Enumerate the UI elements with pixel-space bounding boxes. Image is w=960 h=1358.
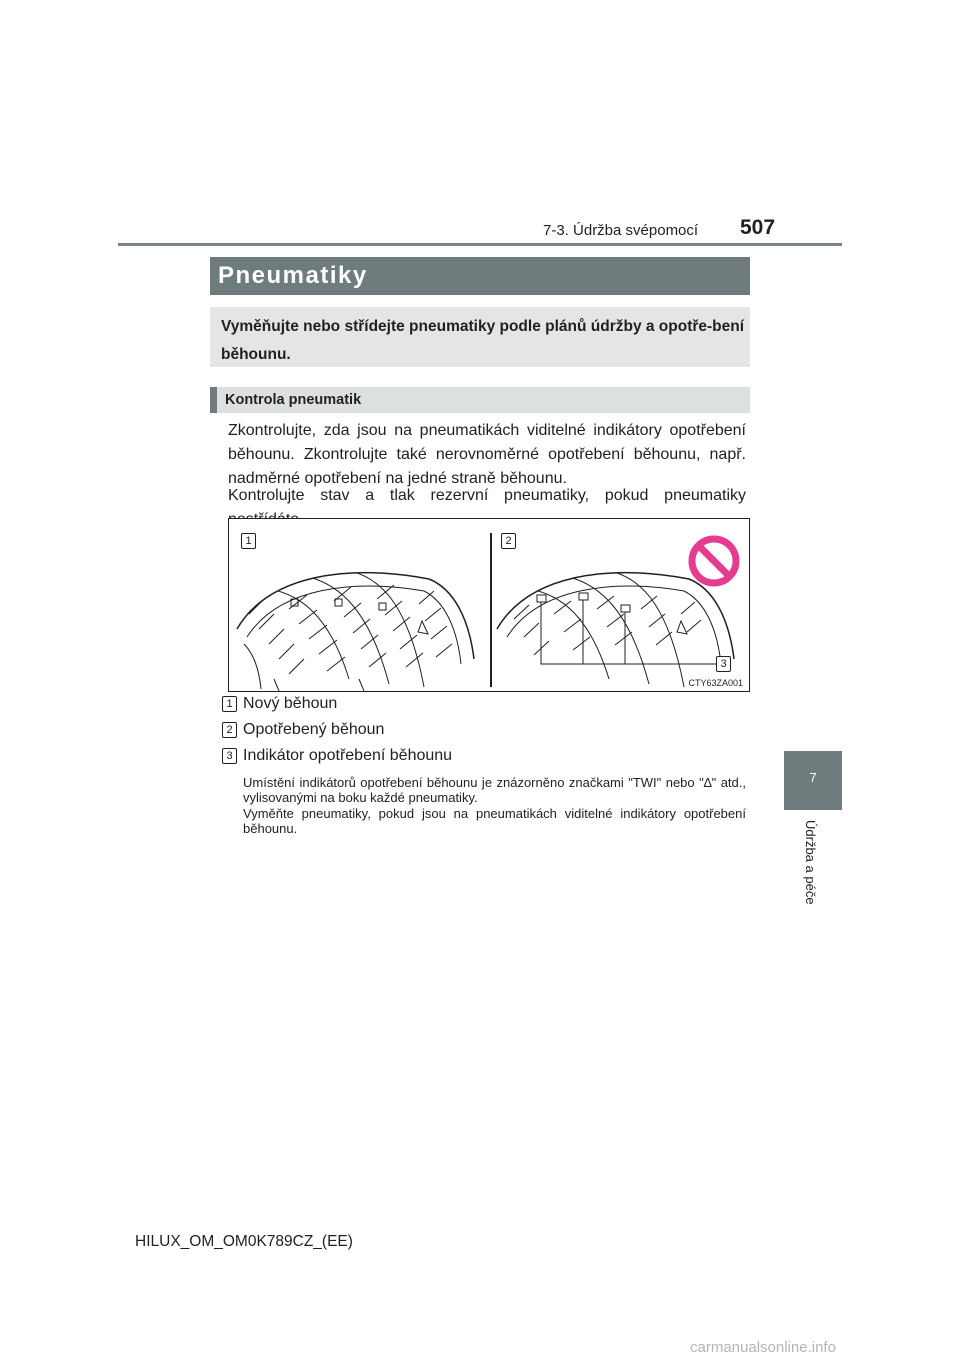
- legend-item-1: Nový běhoun: [243, 695, 338, 712]
- document-code: HILUX_OM_OM0K789CZ_(EE): [135, 1233, 353, 1250]
- worn-tread-drawing: [497, 572, 734, 687]
- note-replace: Vyměňte pneumatiky, pokud jsou na pneumatikách viditelné indikátory opotřebení běhounu.: [243, 806, 746, 836]
- legend-badge-1: 1: [222, 696, 237, 712]
- new-tread-drawing: [237, 572, 474, 691]
- page-title: Pneumatiky: [218, 262, 368, 289]
- intro-text: Vyměňujte nebo střídejte pneumatiky podle plánů údržby a opotře-bení běhounu.: [221, 318, 745, 363]
- callout-1: 1: [241, 533, 256, 549]
- legend-item-2: Opotřebený běhoun: [243, 721, 385, 738]
- page-number: 507: [740, 216, 776, 239]
- figure-code: CTY63ZA001: [688, 678, 743, 688]
- body-paragraph-2: Kontrolujte stav a tlak rezervní pneumatiky, pokud pneumatiky: [228, 487, 746, 504]
- subsection-title: Kontrola pneumatik: [225, 392, 362, 408]
- chapter-number: 7: [809, 770, 817, 785]
- header-rule: [118, 243, 842, 246]
- note-twi: Umístění indikátorů opotřebení běhounu je znázorněno značkami "TWI" nebo "∆" atd., vylisovanými na boku každé pneumatiky.: [243, 775, 746, 805]
- prohibition-icon: [692, 539, 736, 583]
- section-title: 7-3. Údržba svépomocí: [543, 222, 699, 239]
- legend-badge-2: 2: [222, 722, 237, 738]
- subsection-accent: [210, 387, 217, 413]
- callout-3: 3: [716, 656, 731, 672]
- body-paragraph-1: Zkontrolujte, zda jsou na pneumatikách viditelné indikátory opotřebení běhounu. Zkontrolujte také nerovnoměrné opotřebení běhounu, např. nadměrné opotřebení na jedné straně běhounu.: [228, 422, 746, 487]
- tire-illustration: [229, 519, 749, 691]
- chapter-label: Údržba a péče: [803, 820, 818, 905]
- legend-item-3: Indikátor opotřebení běhounu: [243, 747, 453, 764]
- watermark: carmanualsonline.info: [690, 1339, 836, 1356]
- callout-2: 2: [501, 533, 516, 549]
- tire-figure: [228, 518, 750, 692]
- legend-badge-3: 3: [222, 748, 237, 764]
